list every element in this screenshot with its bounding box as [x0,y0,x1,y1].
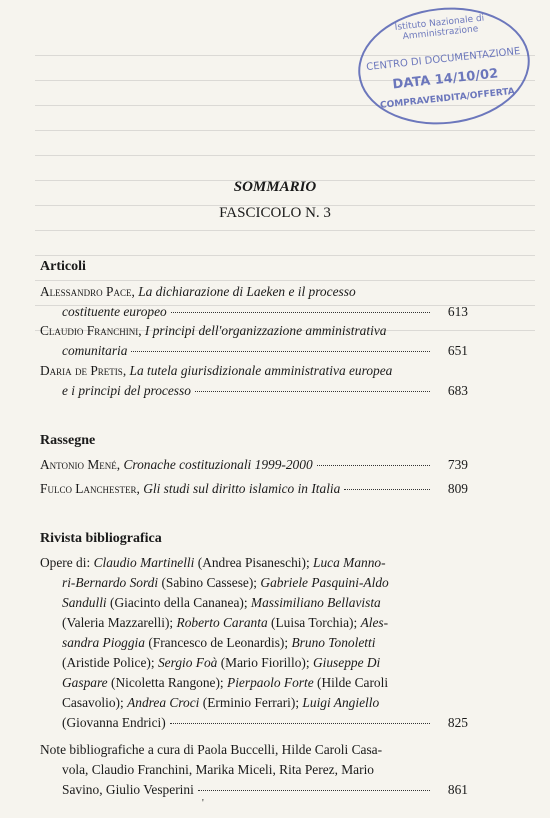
toc-entry-review: Antonio Mené, Cronache costituzionali 1999-2000 739 [40,455,468,475]
entry-page: 825 [447,715,468,730]
entry-page: 683 [447,383,468,398]
stray-mark: ' [202,798,204,809]
leader-dots [195,391,430,392]
entry-page: 739 [447,457,468,472]
entry-title: Gli studi sul diritto islamico in Italia [143,481,341,496]
entry-page: 809 [447,481,468,496]
opere-lead: Opere di: [40,555,91,570]
entry-page: 861 [447,782,468,797]
toc-entry-article: Claudio Franchini, I principi dell'organizzazione amministrativa comunitaria 651 [40,321,468,361]
issue-number: FASCICOLO N. 3 [219,205,331,221]
entry-title: I principi dell'organizzazione amministrativa [144,323,387,338]
entry-title: La tutela giurisdizionale amministrativa europea [129,363,393,378]
entry-author: Antonio Mené [40,457,117,472]
leader-dots [170,723,430,724]
entry-title: La dichiarazione di Laeken e il processo [138,284,356,299]
leader-dots [317,465,430,466]
toc-entry-opere: Opere di: Claudio Martinelli (Andrea Pisaneschi); Luca Manno- ri-Bernardo Sordi (Sabino Cassese); Gabriele Pasquini-Aldo Sandulli (Giacinto della Cananea); Massimiliano Bellavista (Valeria Mazzarelli); Roberto Caranta (Luisa Torchia); Ales- sandra Pioggia (Francesco de Leonardis); Bruno Tonoletti (Aristide Police); Sergio Foà (Mario Fiorillo); Giuseppe Di Gaspare (Nicoletta Rangone); Pierpaolo Forte (Hilde Caroli Casavolio); Andrea Croci (Erminio Ferrari); Luigi Angiello (Giovanna Endrici) 825 [40,553,468,733]
leader-dots [131,351,430,352]
entry-title-cont: costituente europeo [62,304,167,319]
entry-title-cont: comunitaria [62,343,128,358]
section-heading-rivista: Rivista bibliografica [40,531,162,546]
entry-title: Cronache costituzionali 1999-2000 [123,457,313,472]
entry-title-cont: e i principi del processo [62,383,191,398]
page-title: SOMMARIO [233,179,317,195]
toc-entry-article: Alessandro Pace, La dichiarazione di Laeken e il processo costituente europeo 613 [40,282,468,322]
toc-entry-note: Note bibliografiche a cura di Paola Buccelli, Hilde Caroli Casa- vola, Claudio Franchini, Marika Miceli, Rita Perez, Mario Savino, Giulio Vesperini 861 [40,740,468,800]
stamp-line-3: COMPRAVENDITA/OFFERTA [379,86,516,111]
entry-page: 613 [447,304,468,319]
stamp-arc-text: Istituto Nazionale di Amministrazione [394,13,485,43]
entry-author: Alessandro Pace [40,284,132,299]
stamp-line-1: CENTRO DI DOCUMENTAZIONE [365,45,521,74]
leader-dots [198,790,430,791]
toc-entry-article: Daria de Pretis, La tutela giurisdizionale amministrativa europea e i principi del processo 683 [40,361,468,401]
section-heading-articoli: Articoli [40,259,86,274]
toc-entry-review: Fulco Lanchester, Gli studi sul diritto islamico in Italia 809 [40,479,468,499]
stamp-date: DATA 14/10/02 [391,66,499,93]
library-stamp [352,0,535,133]
entry-author: Daria de Pretis [40,363,123,378]
leader-dots [344,489,430,490]
entry-author: Fulco Lanchester [40,481,137,496]
leader-dots [171,312,430,313]
entry-author: Claudio Franchini [40,323,139,338]
section-heading-rassegne: Rassegne [40,433,96,448]
entry-page: 651 [447,343,468,358]
